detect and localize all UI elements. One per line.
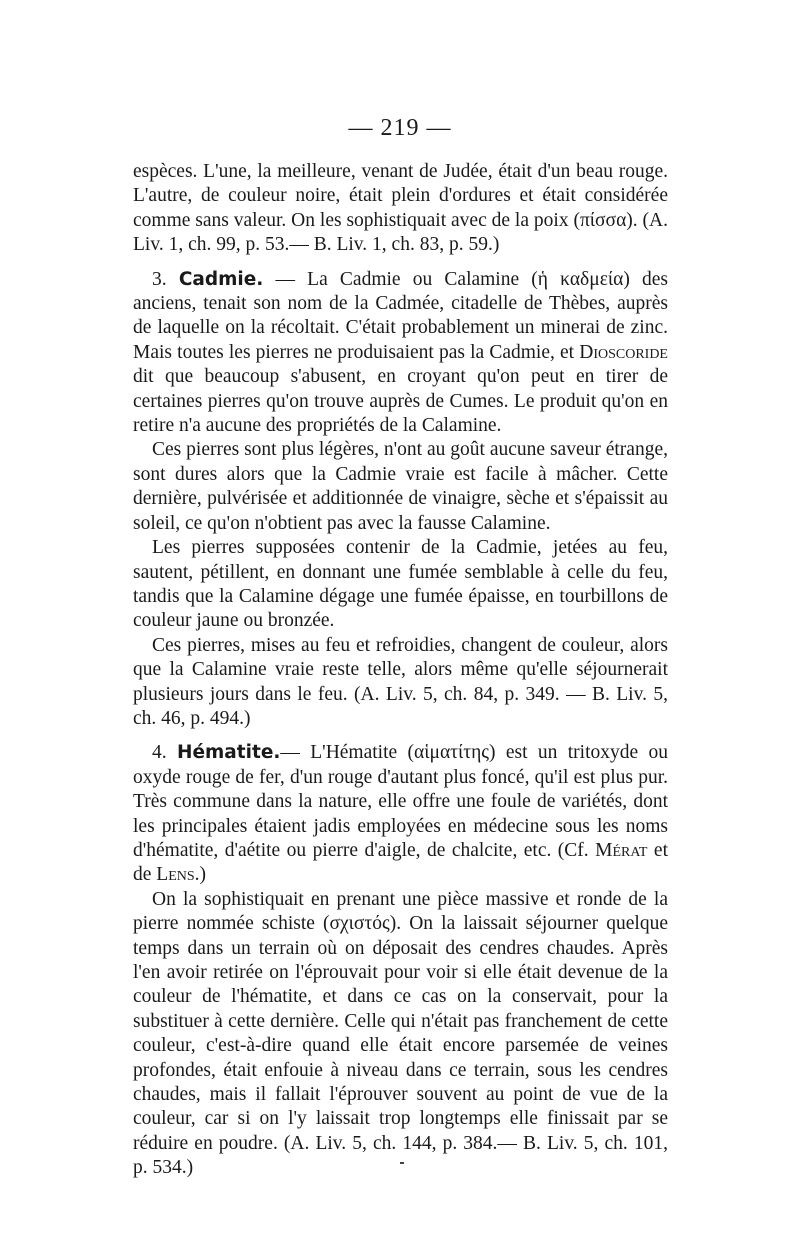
paragraph-text: — L'Hématite (αἱματίτης) est un tritoxyde ou oxyde rouge de fer, d'un rouge d'autant plus foncé, qu'il est plus pur. Très commune dans la nature, elle offre une foule de variétés, dont les principales étaient jadis employées en médecine sous les noms d'hématite, d'aétite ou pierre d'aigle, de chalcite, etc. (Cf. bbox=[133, 742, 669, 861]
paragraph-cadmie bbox=[133, 268, 668, 439]
entry-number: 3. bbox=[152, 268, 167, 290]
paragraph-pierres-refroidies: Ces pierres, mises au feu et refroidies, changent de couleur, alors que la Calamine vraie reste telle, alors même qu'elle séjournerait plusieurs jours dans le feu. (A. Liv. 5, ch. 84, p. 349. — B. Liv. 5, ch. 46, p. 494.) bbox=[133, 634, 668, 729]
paragraph-text: — La Cadmie ou Calamine (ἡ καδμεία) des anciens, tenait son nom de la Cadmée, citadelle de Thèbes, auprès de laquelle on la récoltait. C'était probablement un minerai de zinc. Mais toutes les pierres ne produisaient pas la Cadmie, et bbox=[133, 268, 669, 363]
entry-title-cadmie: Cadmie. bbox=[178, 268, 264, 290]
author-name: Lens bbox=[156, 864, 195, 886]
paragraph-hematite bbox=[133, 741, 668, 887]
paragraph-pierres-legeres: Ces pierres sont plus légères, n'ont au goût aucune saveur étrange, sont dures alors que la Cadmie vraie est facile à mâcher. Cette dernière, pulvérisée et additionnée de vinaigre, sèche et s'épaissit au soleil, ce qu'on n'obtient pas avec la fausse Calamine. bbox=[133, 439, 668, 534]
page-number: — 219 — bbox=[348, 115, 452, 141]
ink-mark bbox=[400, 1162, 404, 1164]
entry-title-hematite: Hématite. bbox=[177, 742, 281, 764]
author-name: Dioscoride bbox=[579, 341, 668, 363]
paragraph-text: dit que beaucoup s'abusent, en croyant qu'on peut en tirer de certaines pierres qu'on trouve auprès de Cumes. Le produit qu'on en retire n'a aucune des propriétés de la Calamine. bbox=[133, 366, 668, 437]
paragraph-text: et de bbox=[133, 839, 668, 886]
entry-number: 4. bbox=[152, 742, 167, 764]
body-text bbox=[133, 160, 668, 1181]
paragraph-text: .) bbox=[194, 864, 207, 886]
paragraph-continuation: espèces. L'une, la meilleure, venant de Judée, était d'un beau rouge. L'autre, de couleur noire, était plein d'ordures et était considérée comme sans valeur. On les sophistiquait avec de la poix (πίσσα). (A. Liv. 1, ch. 99, p. 53.— B. Liv. 1, ch. 83, p. 59.) bbox=[133, 161, 668, 256]
paragraph-pierres-feu: Les pierres supposées contenir de la Cadmie, jetées au feu, sautent, pétillent, en donnant une fumée semblable à celle du feu, tandis que la Calamine dégage une fumée épaisse, en tourbillons de couleur jaune ou bronzée. bbox=[133, 537, 668, 632]
author-name: Mérat bbox=[595, 839, 648, 861]
paragraph-sophistication: On la sophistiquait en prenant une pièce massive et ronde de la pierre nommée schiste (σχιστός). On la laissait séjourner quelque temps dans un terrain où on déposait des cendres chaudes. Après l'en avoir retirée on l'éprouvait pour voir si elle était devenue de la couleur de l'hématite, et dans ce cas on la conservait, pour la substituer à cette dernière. Celle qui n'était pas franchement de cette couleur, c'est-à-dire quand elle était encore parsemée de veines profondes, était enfouie à niveau dans ce terrain, sous les cendres chaudes, mais il fallait l'éprouver souvent au point de vue de la couleur, car si on l'y laissait trop longtemps elle finissait par se réduire en poudre. (A. Liv. 5, ch. 144, p. 384.— B. Liv. 5, ch. 101, p. 534.) bbox=[133, 888, 668, 1179]
